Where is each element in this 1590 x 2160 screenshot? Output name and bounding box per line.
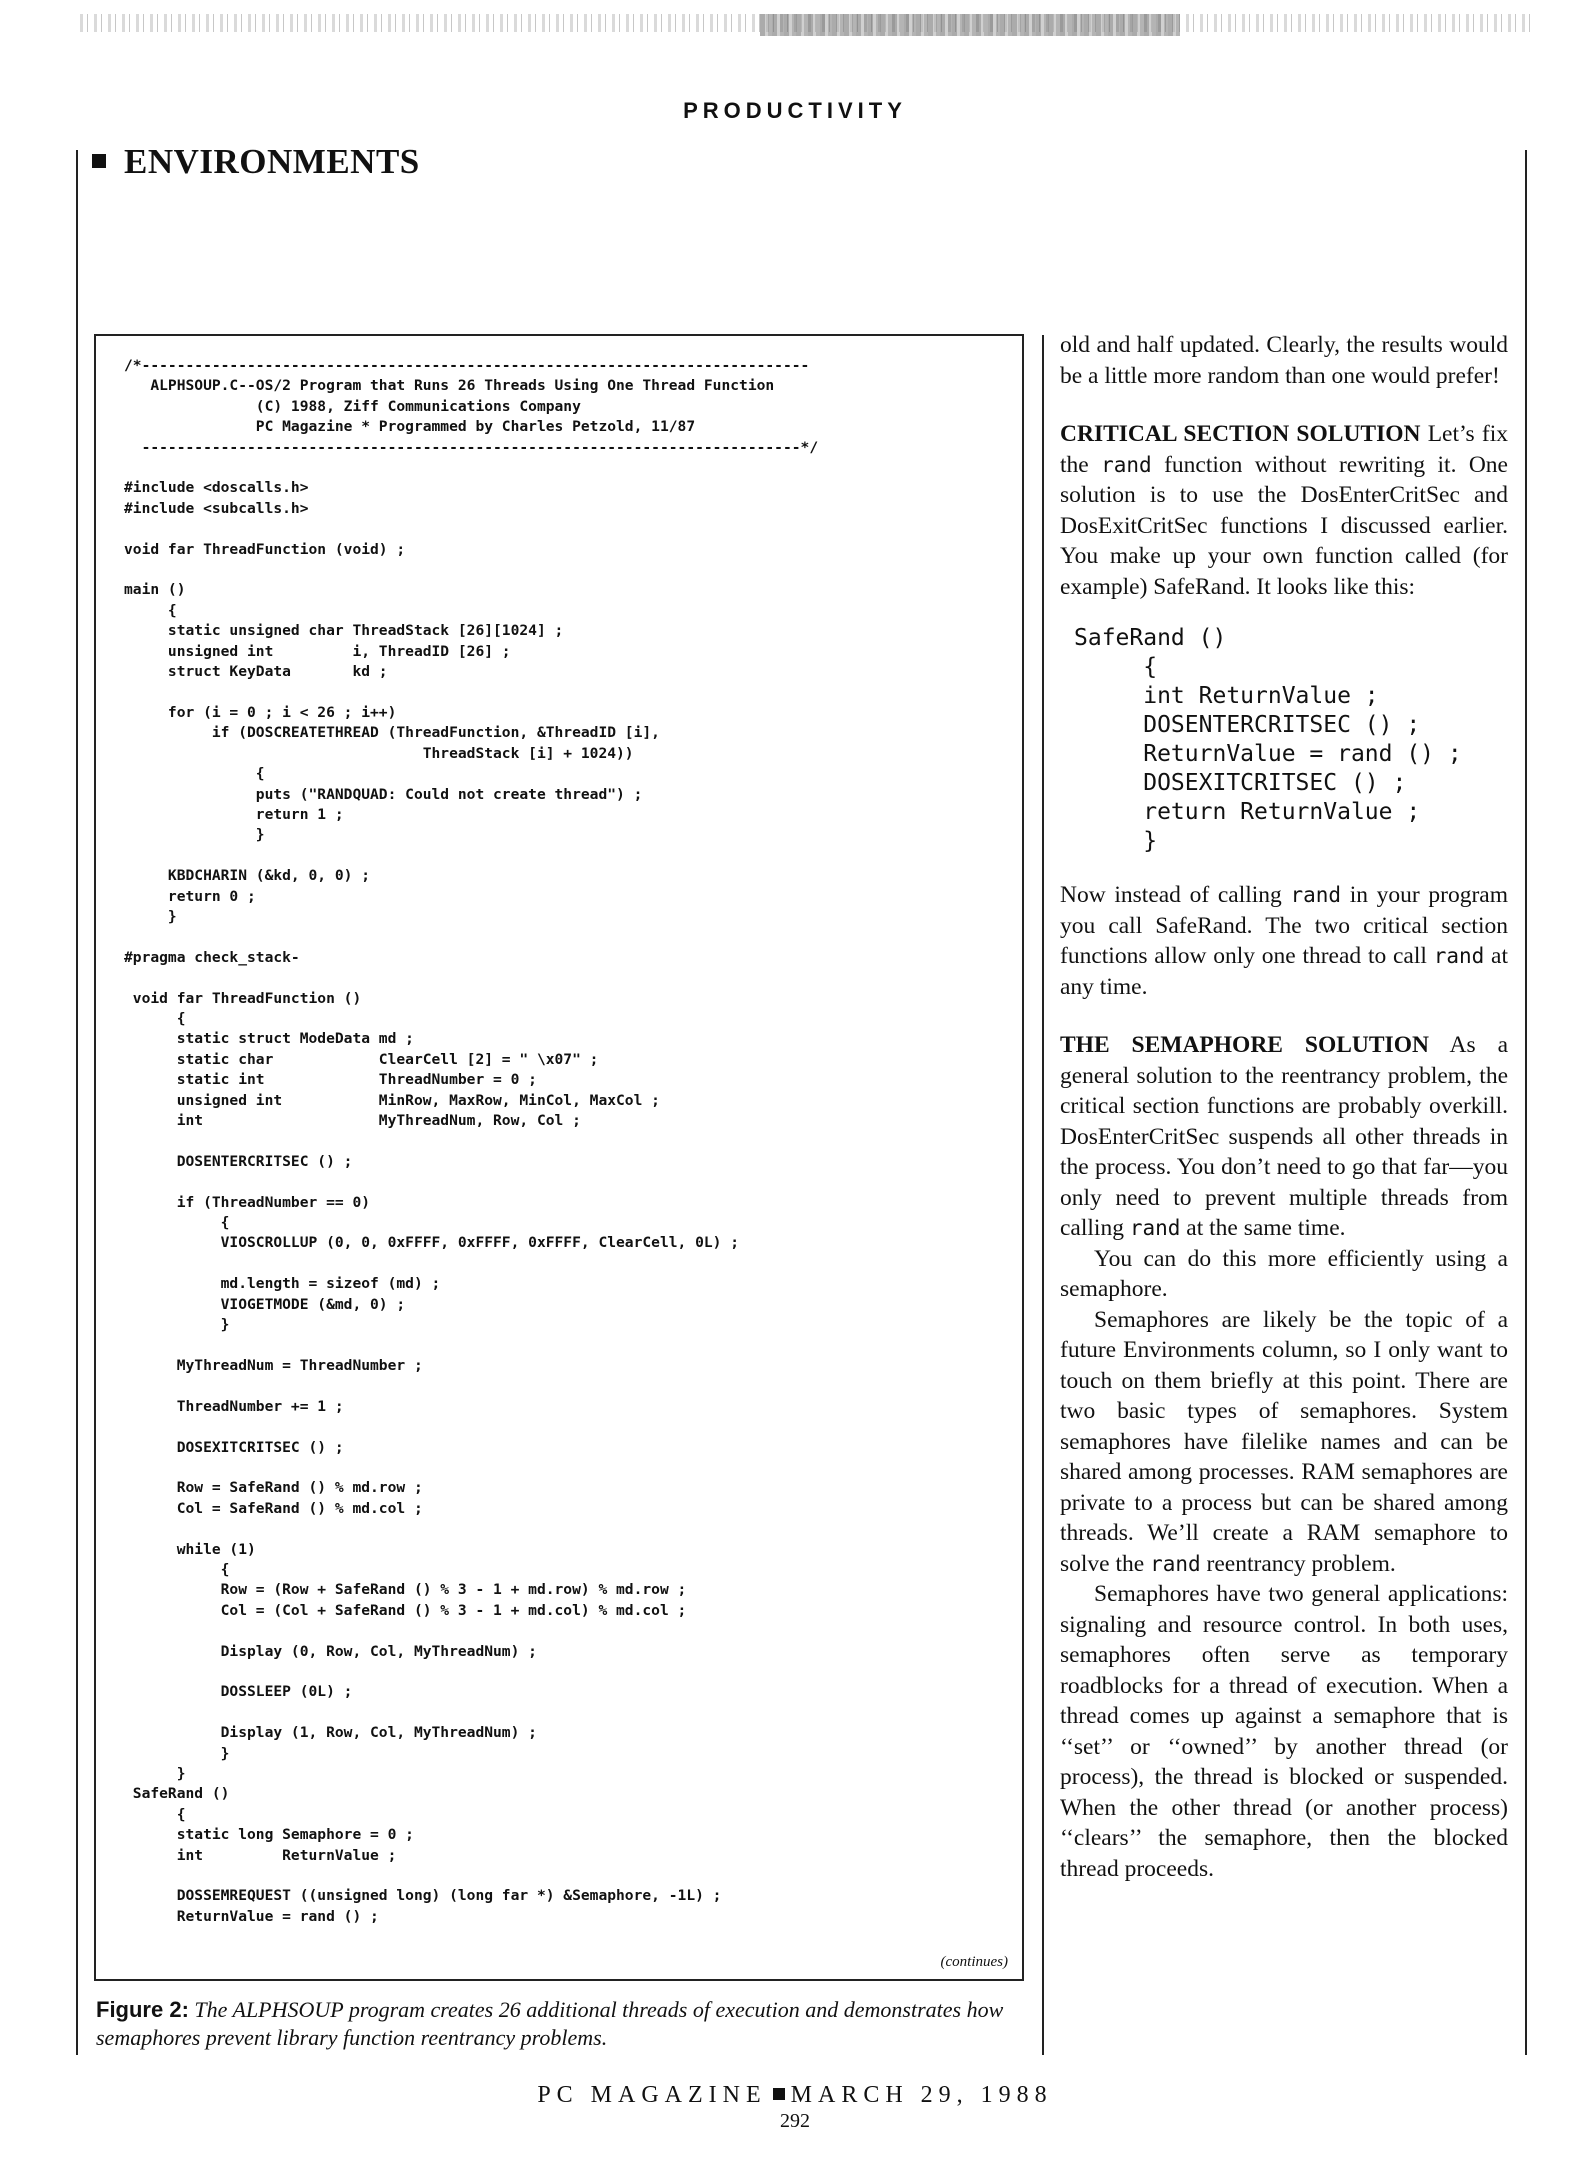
scan-noise-dark	[760, 14, 1180, 36]
page-number: 292	[780, 2110, 810, 2132]
code-listing: /*---------------------------------------------------------------------------- ALPHSOUP.C--OS/2 Program that Runs 26 Threads Using One Thread Function (C) 1988, Ziff Communications Company PC Magazine * Programmed by Charles Petzold, 11/87 ---------------------------------------------------------------------------*/ #include <doscalls.h> #include <subcalls.h> void far ThreadFunction (void) ; main () { static unsigned char ThreadStack [26][1024] ; unsigned int i, ThreadID [26] ; struct KeyData kd ; for (i = 0 ; i < 26 ; i++) if (DOSCREATETHREAD (ThreadFunction, &ThreadID [i], ThreadStack [i] + 1024)) { puts ("RANDQUAD: Could not create thread") ; return 1 ; } KBDCHARIN (&kd, 0, 0) ; return 0 ; } #pragma check_stack- void far ThreadFunction () { static struct ModeData md ; static char ClearCell [2] = " \x07" ; static int ThreadNumber = 0 ; unsigned int MinRow, MaxRow, MinCol, MaxCol ; int MyThreadNum, Row, Col ; DOSENTERCRITSEC () ; if (ThreadNumber == 0) { VIOSCROLLUP (0, 0, 0xFFFF, 0xFFFF, 0xFFFF, ClearCell, 0L) ; md.length = sizeof (md) ; VIOGETMODE (&md, 0) ; } MyThreadNum = ThreadNumber ; ThreadNumber += 1 ; DOSEXITCRITSEC () ; Row = SafeRand () % md.row ; Col = SafeRand () % md.col ; while (1) { Row = (Row + SafeRand () % 3 - 1 + md.row) % md.row ; Col = (Col + SafeRand () % 3 - 1 + md.col) % md.col ; Display (0, Row, Col, MyThreadNum) ; DOSSLEEP (0L) ; Display (1, Row, Col, MyThreadNum) ; } } SafeRand () { static long Semaphore = 0 ; int ReturnValue ; DOSSEMREQUEST ((unsigned long) (long far *) &Semaphore, -1L) ; ReturnValue = rand () ;	[124, 357, 819, 1925]
footer-date: MARCH 29, 1988	[790, 2082, 1053, 2108]
article-column	[1060, 330, 1508, 1884]
caption-label: Figure 2:	[96, 1997, 189, 2022]
continues-note: (continues)	[940, 1954, 1008, 1970]
inline-code: rand	[1290, 883, 1342, 907]
header-kicker: PRODUCTIVITY	[683, 98, 907, 123]
text-run: Let’s fix the	[1060, 421, 1509, 478]
footer-magazine: PC MAGAZINE	[537, 2082, 767, 2108]
text-run: As a general solution to the reentrancy problem, the critical section functions are probably overkill. DosEnterCritSec suspends all other threads in the process. You don’t need to go that far—you only need to prevent multiple threads from calling	[1060, 1032, 1508, 1241]
paragraph-semaphore-solution	[1060, 1030, 1508, 1244]
inline-code: rand	[1101, 452, 1152, 477]
paragraph-semaphore-types	[1060, 1305, 1508, 1580]
text-run: in your program you call SafeRand. The two critical section functions allow only one thread to call	[1060, 882, 1508, 969]
text-run: at any time.	[1060, 943, 1508, 1000]
heading-critical-section: CRITICAL SECTION SOLUTION	[1060, 421, 1421, 447]
saferand-code: SafeRand () { int ReturnValue ; DOSENTERCRITSEC () ; ReturnValue = rand () ; DOSEXITCRITSEC () ; return ReturnValue ; }	[1074, 625, 1462, 854]
paragraph-saferand	[1060, 880, 1508, 1002]
square-bullet-icon	[92, 154, 106, 168]
text-run: at the same time.	[1180, 1215, 1346, 1241]
figure-listing-box	[94, 334, 1024, 1981]
inline-code: rand	[1150, 1551, 1201, 1576]
figure-caption	[96, 1996, 1036, 2052]
left-border-rule	[76, 150, 78, 2055]
paragraph-efficiency: You can do this more efficiently using a semaphore.	[1060, 1245, 1508, 1302]
paragraph-intro: old and half updated. Clearly, the results would be a little more random than one would prefer!	[1060, 332, 1508, 389]
section-title: ENVIRONMENTS	[124, 142, 420, 181]
caption-text: The ALPHSOUP program creates 26 additional threads of execution and demonstrates how semaphores prevent library function reentrancy problems.	[96, 1997, 1004, 2050]
footer-square-icon	[773, 2088, 785, 2100]
text-run: Now instead of calling	[1060, 882, 1291, 908]
text-run: reentrancy problem.	[1200, 1550, 1396, 1577]
inline-code: rand	[1433, 944, 1485, 968]
paragraph-semaphore-uses: Semaphores have two general applications: signaling and resource control. In both uses, semaphores often serve as temporary roadblocks for a thread of execution. When a thread comes up against a semaphore that is ‘‘set’’ or ‘‘owned’’ by another thread (or process), the thread is blocked or suspended. When the other thread (or another process) ‘‘clears’’ the semaphore, then the blocked thread proceeds.	[1060, 1581, 1508, 1882]
paragraph-critical-section	[1060, 419, 1508, 602]
section-heading	[92, 142, 420, 182]
heading-semaphore-solution: THE SEMAPHORE SOLUTION	[1060, 1032, 1429, 1058]
right-border-rule	[1525, 150, 1527, 2055]
inline-code: rand	[1129, 1216, 1181, 1240]
page-footer	[0, 2082, 1590, 2109]
text-run: function without rewriting it. One solution is to use the DosEnterCritSec and DosExitCritSec functions I discussed earlier. You make up your own function called (for example) SafeRand. It looks like this:	[1060, 451, 1508, 600]
text-run: Semaphores are likely be the topic of a future Environments column, so I only want to touch on them briefly at this point. There are two basic types of semaphores. System semaphores have filelike names and can be shared among processes. RAM semaphores are private to a process but can be shared among threads. We’ll create a RAM semaphore to solve the	[1060, 1306, 1508, 1577]
column-divider	[1042, 335, 1044, 2055]
